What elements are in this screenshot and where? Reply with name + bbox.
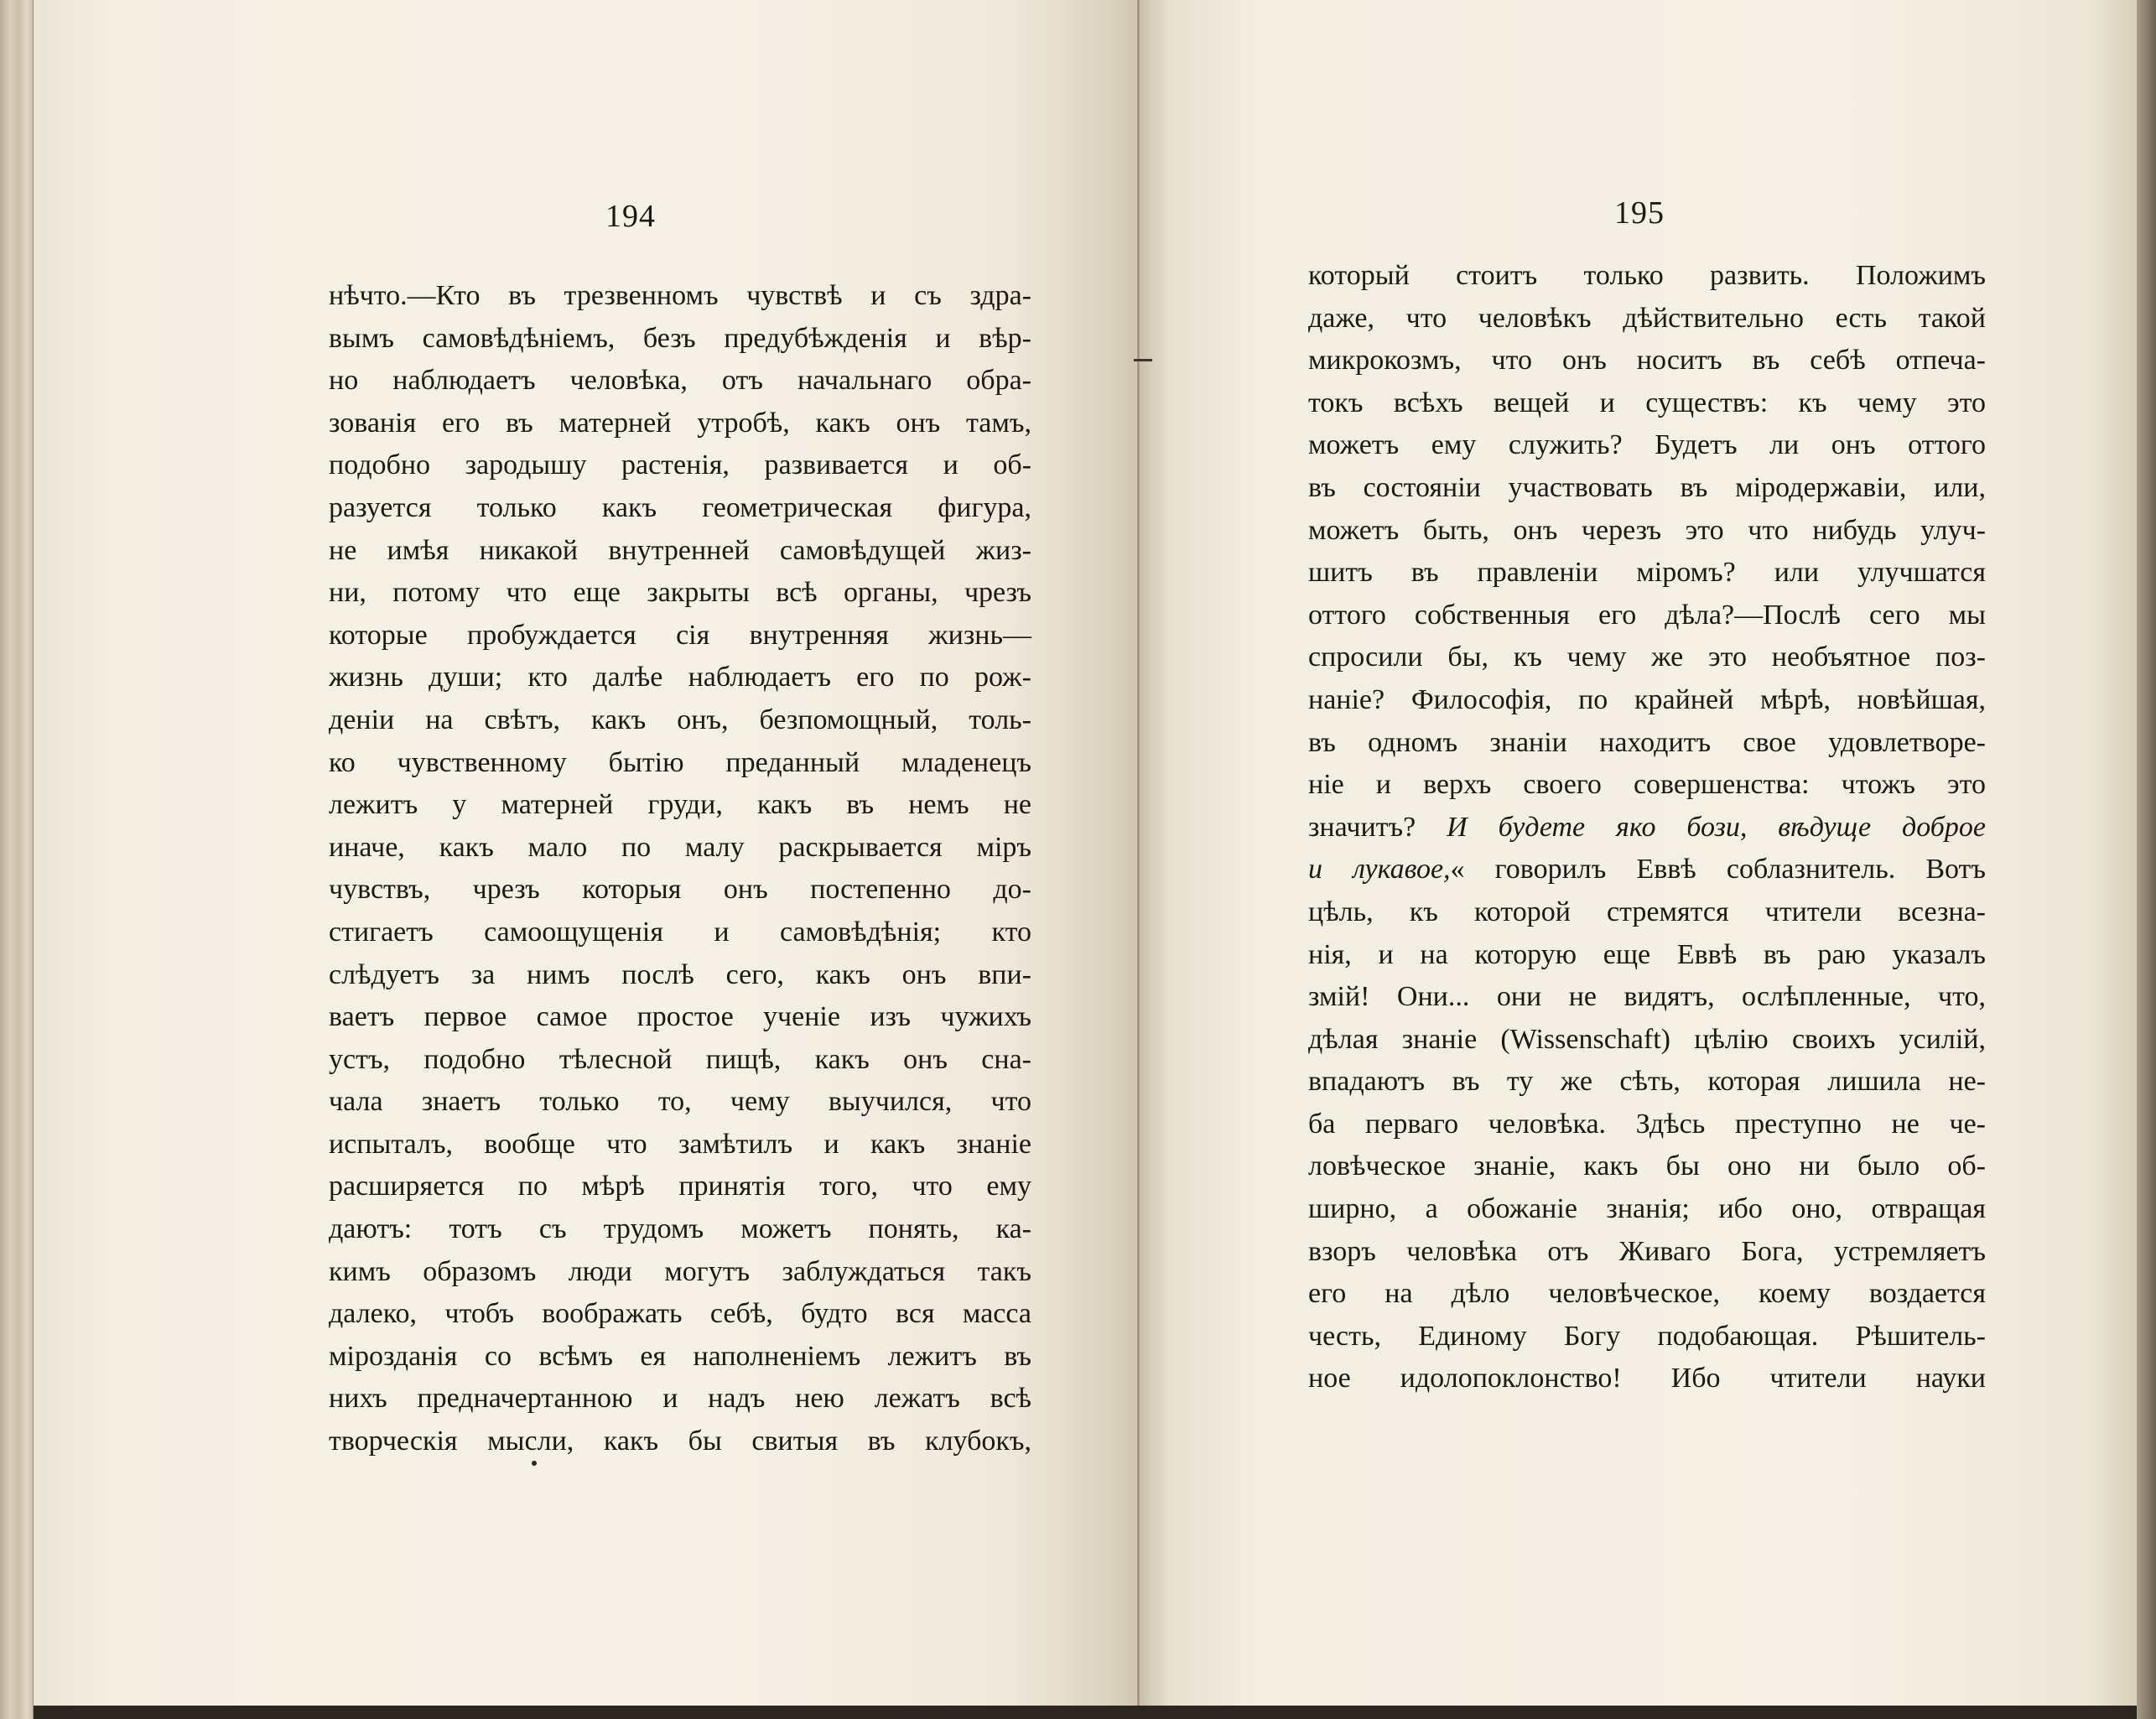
text-line: жизнь души; кто далѣе наблюдаетъ его по рож- — [329, 662, 1031, 693]
text-line: ваетъ первое самое простое ученіе изъ чужихъ — [329, 1001, 1031, 1033]
text-line: взоръ человѣка отъ Живаго Бога, устремляетъ — [1308, 1235, 1986, 1267]
text-line: змій! Они... они не видятъ, ослѣпленные, что, — [1308, 981, 1986, 1013]
page-edges — [0, 0, 34, 1719]
text-line: спросили бы, къ чему же это необъятное поз- — [1308, 641, 1986, 673]
text-line: нія, и на которую еще Еввѣ въ раю указалъ — [1308, 938, 1986, 970]
text-line: разуется только какъ геометрическая фигура, — [329, 491, 1031, 523]
text-line: творческія мысли, какъ бы свитыя въ клубокъ, — [329, 1426, 1031, 1457]
text-line: кимъ образомъ люди могутъ заблуждаться такъ — [329, 1255, 1031, 1287]
text-line: микрокозмъ, что онъ носитъ въ себѣ отпеча- — [1308, 345, 1986, 377]
right-page-text — [1308, 255, 1986, 1400]
text-line: нихъ предначертанною и надъ нею лежатъ всѣ — [329, 1383, 1031, 1415]
plain-run: значитъ? — [1308, 811, 1416, 843]
plain-run: « говорилъ Еввѣ соблазнитель. Вотъ — [1450, 854, 1986, 885]
italic-run: И будете яко бози, вѣдуще доброе — [1447, 811, 1986, 843]
text-line: ни, потому что еще закрыты всѣ органы, чрезъ — [329, 577, 1031, 609]
text-line: можетъ ему служить? Будетъ ли онъ оттого — [1308, 429, 1986, 461]
bottom-edge — [34, 1706, 2137, 1719]
text-line: оттого собственныя его дѣла?—Послѣ сего мы — [1308, 599, 1986, 631]
right-page-number: 195 — [1614, 195, 1665, 231]
text-line: ловѣческое знаніе, какъ бы оно ни было об- — [1308, 1150, 1986, 1182]
text-line: иначе, какъ мало по малу раскрывается міръ — [329, 831, 1031, 863]
text-line: который стоитъ только развить. Положимъ — [1308, 260, 1986, 291]
text-line-mixed — [1308, 849, 1986, 891]
text-line: которые пробуждается сія внутренняя жизнь— — [329, 619, 1031, 651]
text-line: въ одномъ знаніи находитъ свое удовлетворе- — [1308, 726, 1986, 758]
text-line: ширно, а обожаніе знанія; ибо оно, отвращая — [1308, 1193, 1986, 1225]
text-line: можетъ быть, онъ черезъ это что нибудь улуч- — [1308, 514, 1986, 546]
text-line: испыталъ, вообще что замѣтилъ и какъ знаніе — [329, 1128, 1031, 1160]
text-line: ніе и верхъ своего совершенства: чтожъ это — [1308, 769, 1986, 801]
text-line: расширяется по мѣрѣ принятія того, что ему — [329, 1171, 1031, 1202]
text-line: дѣлая знаніе (Wissenschaft) цѣлію своихъ усилій, — [1308, 1023, 1986, 1055]
left-page-number: 194 — [605, 199, 656, 234]
text-line: наніе? Философія, по крайней мѣрѣ, новѣйшая, — [1308, 683, 1986, 715]
text-line-mixed — [1308, 807, 1986, 849]
text-line: слѣдуетъ за нимъ послѣ сего, какъ онъ впи- — [329, 958, 1031, 990]
book-gutter — [1137, 0, 1140, 1706]
text-line: ное идолопоклонство! Ибо чтители науки — [1308, 1363, 1986, 1394]
text-line: токъ всѣхъ вещей и существъ: къ чему это — [1308, 387, 1986, 418]
text-line: его на дѣло человѣческое, коему воздается — [1308, 1278, 1986, 1310]
text-line: даютъ: тотъ съ трудомъ можетъ понять, ка- — [329, 1213, 1031, 1245]
text-line: лежитъ у матерней груди, какъ въ немъ не — [329, 789, 1031, 821]
text-line: даже, что человѣкъ дѣйствительно есть такой — [1308, 302, 1986, 334]
text-line: деніи на свѣтъ, какъ онъ, безпомощный, толь- — [329, 704, 1031, 735]
text-line: честь, Единому Богу подобающая. Рѣшитель- — [1308, 1320, 1986, 1352]
text-line: ба перваго человѣка. Здѣсь преступно не че- — [1308, 1108, 1986, 1140]
text-line: подобно зародышу растенія, развивается и об- — [329, 449, 1031, 481]
text-line: вымъ самовѣдѣніемъ, безъ предубѣжденія и вѣр- — [329, 322, 1031, 354]
text-line: зованія его въ матерней утробѣ, какъ онъ тамъ, — [329, 407, 1031, 439]
text-line: не имѣя никакой внутренней самовѣдущей жиз- — [329, 534, 1031, 566]
text-line: нѣчто.—Кто въ трезвенномъ чувствѣ и съ здра- — [329, 280, 1031, 311]
text-line: шитъ въ правленіи міромъ? или улучшатся — [1308, 557, 1986, 589]
gutter-mark — [1134, 359, 1152, 361]
left-page-text — [329, 275, 1031, 1463]
text-line: но наблюдаетъ человѣка, отъ начальнаго обра- — [329, 365, 1031, 397]
text-line: цѣль, къ которой стремятся чтители всезна- — [1308, 896, 1986, 927]
right-edge-shadow — [2137, 0, 2156, 1719]
text-line: устъ, подобно тѣлесной пищѣ, какъ онъ сна- — [329, 1043, 1031, 1075]
text-line: стигаетъ самоощущенія и самовѣдѣнія; кто — [329, 916, 1031, 948]
text-line: чувствъ, чрезъ которыя онъ постепенно до- — [329, 874, 1031, 906]
text-line: далеко, чтобъ воображать себѣ, будто вся масса — [329, 1298, 1031, 1330]
ink-speck — [532, 1461, 537, 1466]
text-line: впадаютъ въ ту же сѣть, которая лишила не- — [1308, 1066, 1986, 1098]
text-line: чала знаетъ только то, чему выучился, что — [329, 1086, 1031, 1118]
text-line: ко чувственному бытію преданный младенецъ — [329, 746, 1031, 778]
text-line: мірозданія со всѣмъ ея наполненіемъ лежитъ въ — [329, 1340, 1031, 1372]
text-line: въ состояніи участвовать въ міродержавіи, или, — [1308, 471, 1986, 503]
italic-run: и лукавое, — [1308, 854, 1451, 885]
